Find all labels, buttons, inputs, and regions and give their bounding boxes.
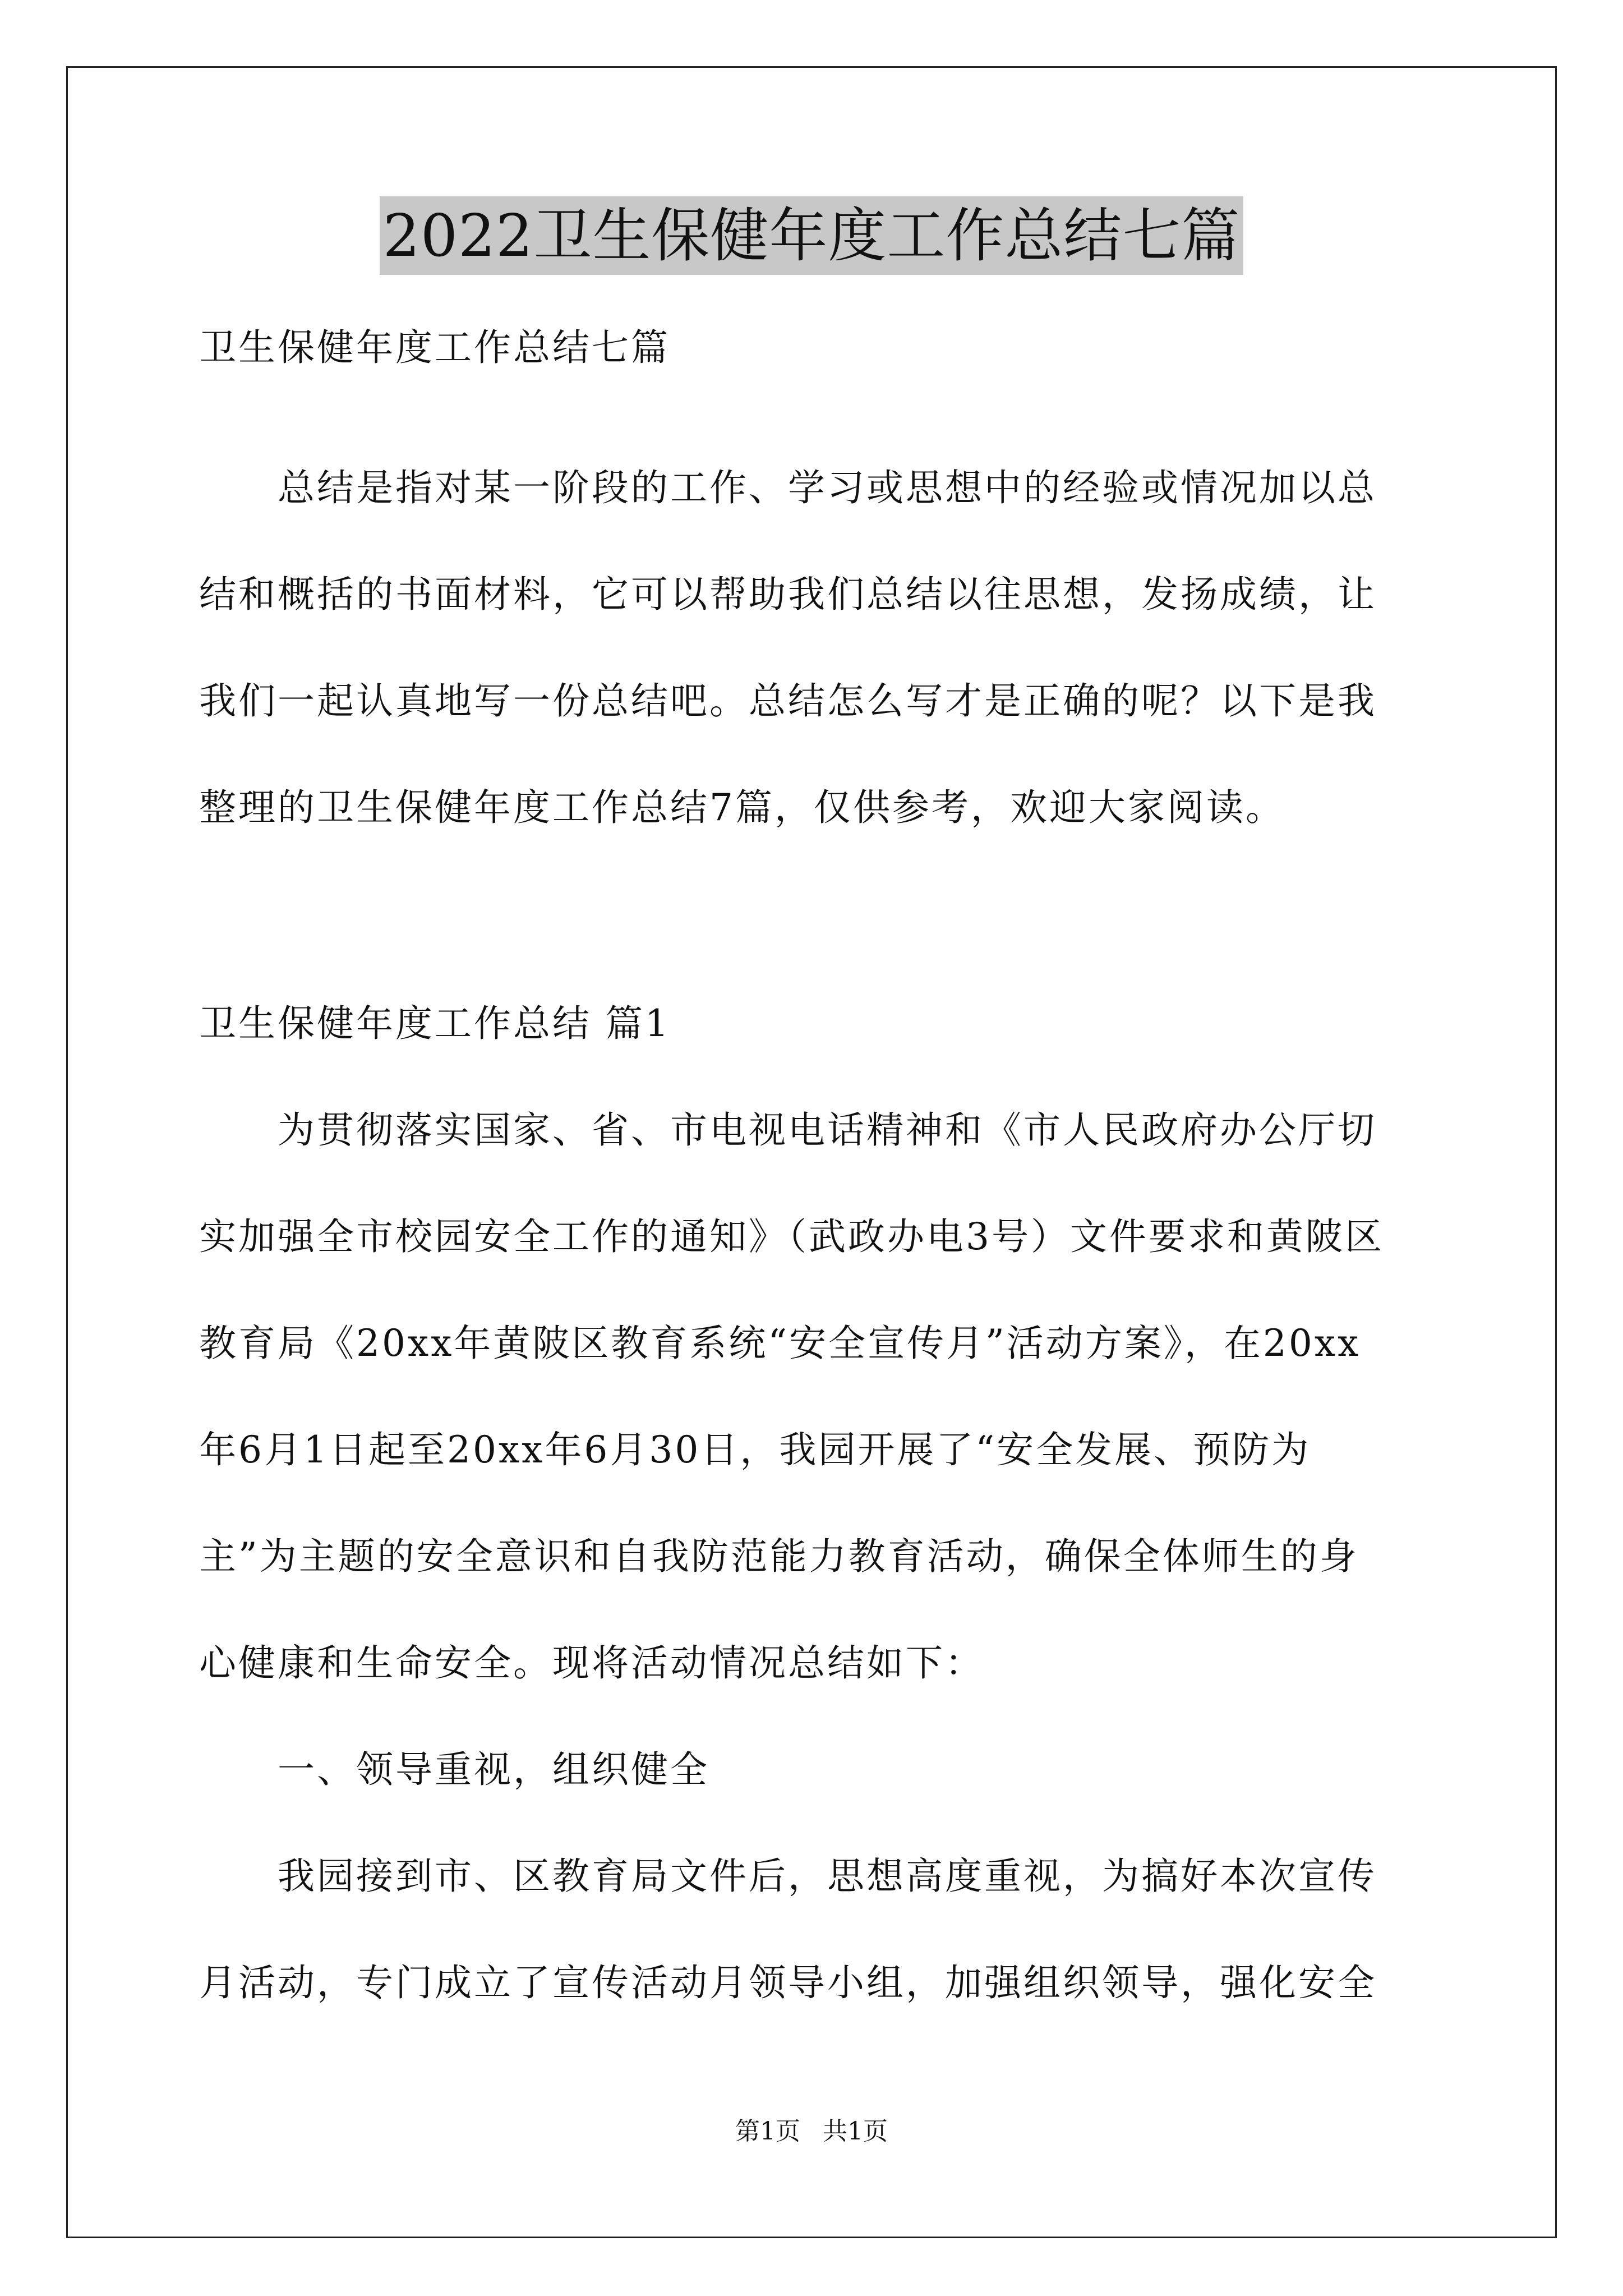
paragraph-line: 我们一起认真地写一份总结吧。总结怎么写才是正确的呢？以下是我 bbox=[199, 679, 1377, 723]
section-heading: 卫生保健年度工作总结 篇1 bbox=[199, 1002, 671, 1045]
title-container bbox=[0, 196, 1623, 275]
page-number: 第1页 bbox=[735, 2117, 800, 2146]
paragraph-line: 主”为主题的安全意识和自我防范能力教育活动，确保全体师生的身 bbox=[199, 1535, 1359, 1578]
page-footer bbox=[0, 2115, 1623, 2148]
paragraph-line: 月活动，专门成立了宣传活动月领导小组，加强组织领导，强化安全 bbox=[199, 1961, 1377, 2004]
subheading-line: 一、领导重视，组织健全 bbox=[199, 1748, 709, 1791]
paragraph-line: 年6月1日起至20xx年6月30日，我园开展了“安全发展、预防为 bbox=[199, 1428, 1311, 1471]
document-title: 2022卫生保健年度工作总结七篇 bbox=[380, 196, 1244, 275]
paragraph-line: 总结是指对某一阶段的工作、学习或思想中的经验或情况加以总 bbox=[199, 466, 1377, 509]
paragraph-line: 为贯彻落实国家、省、市电视电话精神和《市人民政府办公厅切 bbox=[199, 1108, 1377, 1152]
page-total: 共1页 bbox=[823, 2117, 888, 2146]
paragraph-line: 教育局《20xx年黄陂区教育系统“安全宣传月”活动方案》，在20xx bbox=[199, 1322, 1361, 1365]
paragraph-line: 心健康和生命安全。现将活动情况总结如下： bbox=[199, 1641, 984, 1685]
subtitle-line: 卫生保健年度工作总结七篇 bbox=[199, 326, 670, 369]
paragraph-line: 结和概括的书面材料，它可以帮助我们总结以往思想，发扬成绩，让 bbox=[199, 573, 1377, 616]
paragraph-line: 我园接到市、区教育局文件后，思想高度重视，为搞好本次宣传 bbox=[199, 1855, 1377, 1898]
paragraph-line: 实加强全市校园安全工作的通知》（武政办电3号）文件要求和黄陂区 bbox=[199, 1215, 1384, 1258]
paragraph-line: 整理的卫生保健年度工作总结7篇，仅供参考，欢迎大家阅读。 bbox=[199, 786, 1285, 829]
